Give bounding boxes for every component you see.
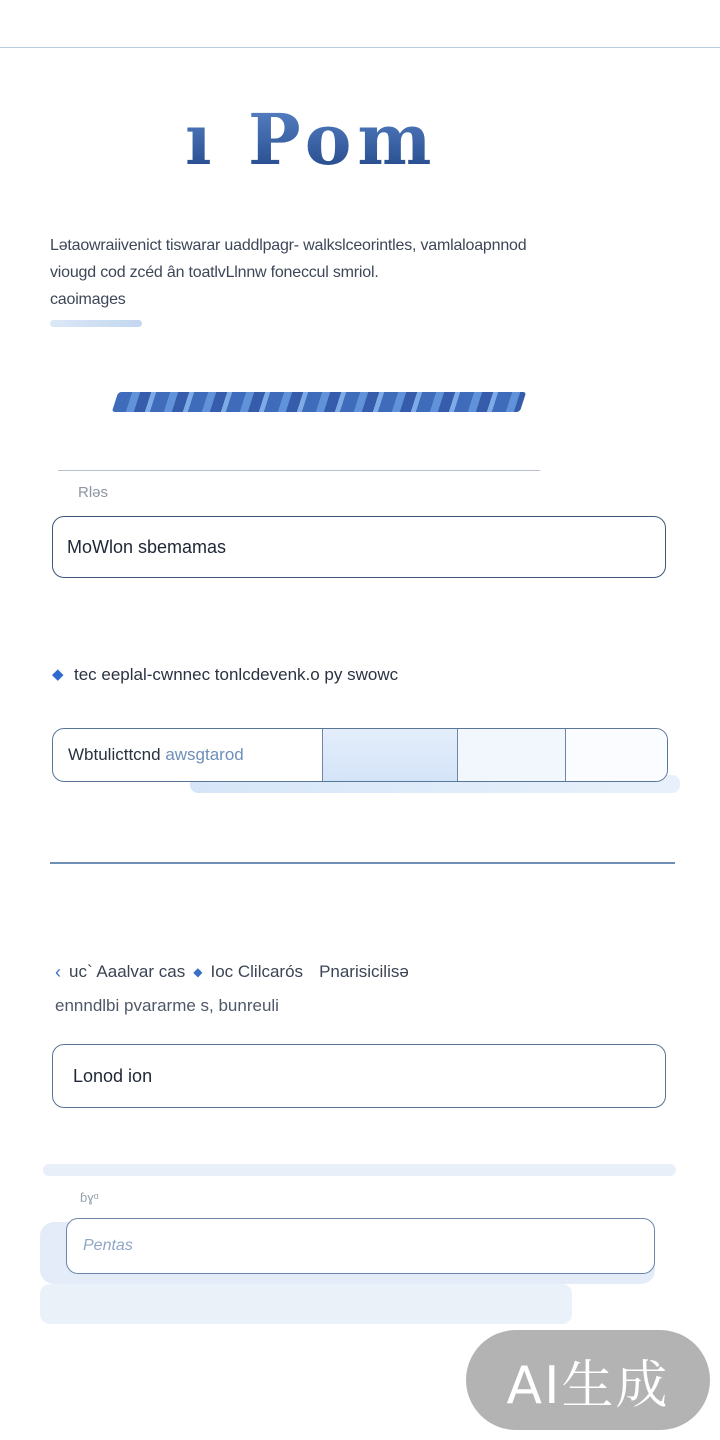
field-label: Rləs bbox=[78, 484, 109, 501]
brush-banner bbox=[112, 392, 526, 412]
section-2-text bbox=[55, 955, 409, 1023]
text-field-2-value: Lonod ion bbox=[73, 1065, 153, 1086]
text-field-3-placeholder: Pentas bbox=[83, 1237, 133, 1254]
option-row[interactable] bbox=[52, 665, 398, 685]
text-field-3[interactable] bbox=[66, 1218, 655, 1274]
top-divider bbox=[0, 47, 720, 48]
text-field-1-value: MoWlon sbemamas bbox=[67, 536, 227, 557]
option-text: tec eeplal-cwnnec tonlcdevenk.o py swowc bbox=[74, 665, 399, 684]
section-2-text-a: uc` Aaalvar cas bbox=[69, 962, 186, 981]
app-logo: ı Pom bbox=[185, 98, 438, 181]
main-divider bbox=[50, 862, 675, 864]
segment-2[interactable] bbox=[323, 729, 458, 781]
segment-4[interactable] bbox=[566, 729, 667, 781]
tag-icon: ◆ bbox=[52, 666, 64, 683]
segmented-control[interactable] bbox=[52, 728, 668, 782]
intro-accent-bar bbox=[50, 320, 142, 327]
text-field-1[interactable] bbox=[52, 516, 666, 578]
segment-3[interactable] bbox=[458, 729, 566, 781]
field-3-label: ɓɣᵅ bbox=[80, 1190, 99, 1205]
segment-1[interactable] bbox=[53, 729, 323, 781]
section-2-line-2: ennndlbi pvararme s, bunreuli bbox=[55, 996, 279, 1015]
soft-bar bbox=[43, 1164, 676, 1176]
intro-line-1: Lətaowraiivenict tiswarar uaddlpagr- walkslceorintles, vamlaloapnnod bbox=[50, 237, 527, 254]
intro-line-2: viougd cod zcéd ân toatlvLlnnw foneccul smriol. bbox=[50, 264, 379, 281]
diamond-icon: ◆ bbox=[193, 965, 203, 979]
segment-1-label: Wbtulicttcnd awsgtarod bbox=[68, 745, 244, 764]
background-panel-lower bbox=[40, 1284, 572, 1324]
chevron-left-icon[interactable]: ‹ bbox=[55, 962, 61, 982]
section-2-text-c: Pnarisicilisə bbox=[319, 962, 409, 981]
section-divider bbox=[58, 470, 540, 471]
ai-watermark: AI生成 bbox=[466, 1330, 710, 1430]
intro-line-3: caoimages bbox=[50, 291, 126, 308]
text-field-2[interactable] bbox=[52, 1044, 666, 1108]
intro-text bbox=[50, 232, 670, 313]
section-2-text-b: Ioc Clilcarós bbox=[210, 962, 304, 981]
